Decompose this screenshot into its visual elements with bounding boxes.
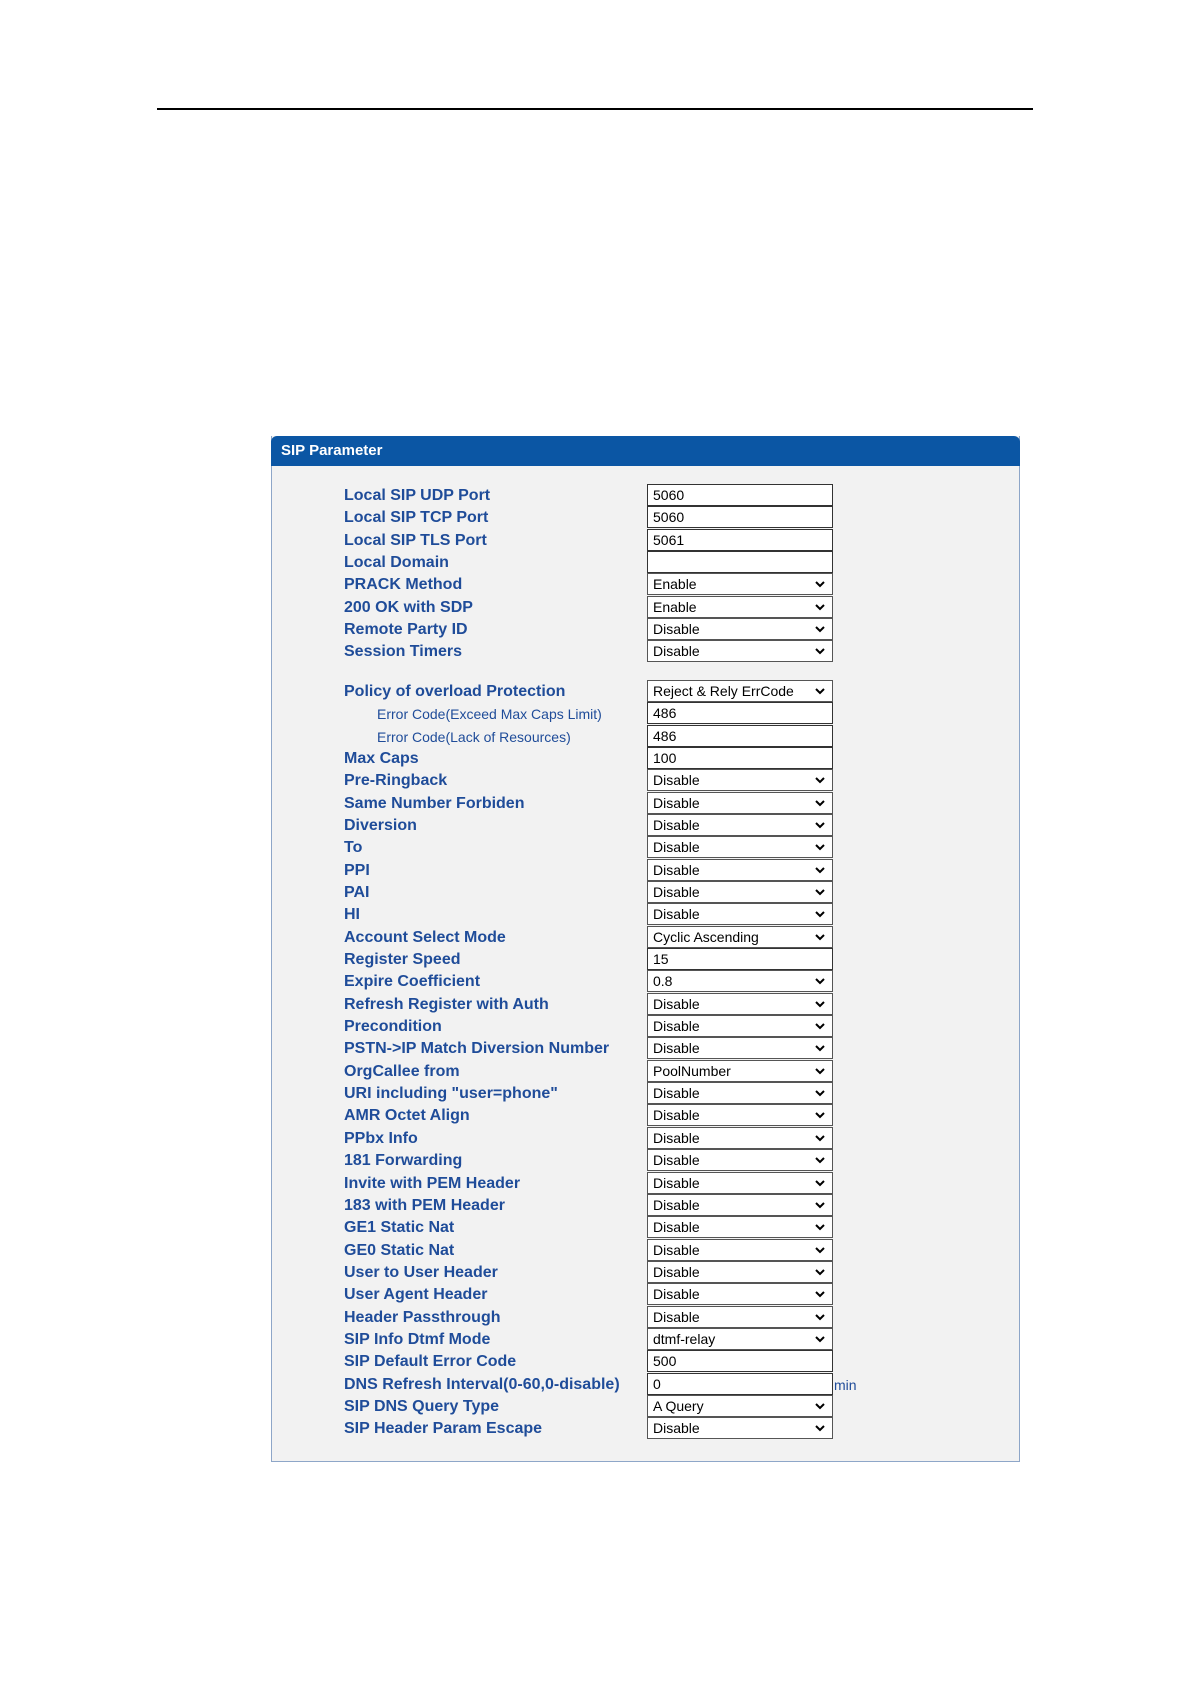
- field-label: Precondition: [344, 1018, 442, 1036]
- chevron-down-icon: [814, 797, 826, 809]
- select-field[interactable]: [647, 618, 833, 640]
- select-field[interactable]: [647, 1283, 833, 1305]
- field-label: Pre-Ringback: [344, 772, 448, 790]
- select-field[interactable]: [647, 792, 833, 814]
- select-field[interactable]: [647, 836, 833, 858]
- field-value: Disable: [653, 1420, 700, 1437]
- select-field[interactable]: [647, 970, 833, 992]
- chevron-down-icon: [814, 1154, 826, 1166]
- form-row: [0, 1417, 1190, 1439]
- field-label: PRACK Method: [344, 576, 463, 594]
- field-value: Enable: [653, 576, 697, 593]
- field-label: SIP DNS Query Type: [344, 1398, 500, 1415]
- chevron-down-icon: [814, 1244, 826, 1256]
- field-value: 5060: [653, 509, 685, 526]
- form-row: [0, 725, 1190, 747]
- field-label: SIP Default Error Code: [344, 1353, 517, 1371]
- form-row: [0, 1172, 1190, 1194]
- field-value: 100: [653, 749, 677, 766]
- chevron-down-icon: [814, 623, 826, 635]
- select-field[interactable]: [647, 859, 833, 881]
- field-label: PAI: [344, 883, 370, 901]
- chevron-down-icon: [814, 1132, 826, 1144]
- field-value: Disable: [653, 621, 700, 638]
- text-input[interactable]: [647, 702, 833, 724]
- field-value: 486: [653, 705, 677, 722]
- text-input[interactable]: [647, 551, 833, 573]
- form-row: [0, 573, 1190, 595]
- field-value: Disable: [653, 1018, 700, 1035]
- field-value: 486: [653, 727, 677, 744]
- form-row: [0, 1328, 1190, 1350]
- form-row: [0, 1283, 1190, 1305]
- text-input[interactable]: [647, 506, 833, 528]
- field-label: HI: [344, 906, 360, 924]
- select-field[interactable]: [647, 814, 833, 836]
- field-label: SIP Info Dtmf Mode: [344, 1330, 491, 1348]
- field-label: GE0 Static Nat: [344, 1241, 455, 1259]
- select-field[interactable]: [647, 680, 833, 702]
- select-field[interactable]: [647, 1082, 833, 1104]
- field-label: Account Select Mode: [344, 928, 506, 946]
- field-label: Remote Party ID: [344, 621, 468, 639]
- field-value: Disable: [653, 1308, 700, 1325]
- form-row: [0, 1261, 1190, 1283]
- field-label: GE1 Static Nat: [344, 1219, 455, 1237]
- chevron-down-icon: [814, 819, 826, 831]
- text-input[interactable]: [647, 484, 833, 506]
- chevron-down-icon: [814, 1400, 826, 1412]
- select-field[interactable]: [647, 1306, 833, 1328]
- field-value: 0.8: [653, 973, 673, 990]
- form-row: [0, 596, 1190, 618]
- select-field[interactable]: [647, 903, 833, 925]
- select-field[interactable]: [647, 769, 833, 791]
- chevron-down-icon: [814, 645, 826, 657]
- field-value: Disable: [653, 816, 700, 833]
- field-value: Disable: [653, 1174, 700, 1191]
- select-field[interactable]: [647, 1328, 833, 1350]
- form-row: [0, 1306, 1190, 1328]
- field-label: User to User Header: [344, 1263, 498, 1281]
- field-value: 500: [653, 1353, 677, 1370]
- form-row: [0, 836, 1190, 858]
- field-label: Diversion: [344, 816, 417, 834]
- form-row: [0, 702, 1190, 724]
- select-field[interactable]: [647, 573, 833, 595]
- field-label: AMR Octet Align: [344, 1107, 470, 1125]
- form-row: [0, 948, 1190, 970]
- select-field[interactable]: [647, 993, 833, 1015]
- field-label: Error Code(Lack of Resources): [377, 728, 571, 745]
- field-label: Local SIP TLS Port: [344, 531, 487, 549]
- form-row: [0, 814, 1190, 836]
- field-value: 0: [653, 1375, 661, 1392]
- field-value: Disable: [653, 1107, 700, 1124]
- field-value: Disable: [653, 1085, 700, 1102]
- form-row: [0, 1239, 1190, 1261]
- chevron-down-icon: [814, 1087, 826, 1099]
- form-row: [0, 618, 1190, 640]
- chevron-down-icon: [814, 1266, 826, 1278]
- select-field[interactable]: [647, 1127, 833, 1149]
- form-row: [0, 769, 1190, 791]
- chevron-down-icon: [814, 578, 826, 590]
- text-input[interactable]: [647, 725, 833, 747]
- chevron-down-icon: [814, 1020, 826, 1032]
- field-label: Local SIP TCP Port: [344, 509, 489, 527]
- form-row: [0, 1060, 1190, 1082]
- field-label: URI including "user=phone": [344, 1085, 558, 1103]
- field-label: 183 with PEM Header: [344, 1196, 505, 1214]
- text-input[interactable]: [647, 1373, 833, 1395]
- field-label: PSTN->IP Match Diversion Number: [344, 1040, 610, 1058]
- form-row: [0, 484, 1190, 506]
- form-row: [0, 1015, 1190, 1037]
- field-label: PPI: [344, 861, 370, 879]
- unit-label: min: [834, 1376, 857, 1393]
- select-field[interactable]: [647, 1417, 833, 1439]
- field-label: Session Timers: [344, 643, 462, 661]
- field-label: Refresh Register with Auth: [344, 995, 549, 1013]
- field-value: Disable: [653, 839, 700, 856]
- select-field[interactable]: [647, 1239, 833, 1261]
- chevron-down-icon: [814, 998, 826, 1010]
- chevron-down-icon: [814, 975, 826, 987]
- chevron-down-icon: [814, 886, 826, 898]
- select-field[interactable]: [647, 926, 833, 948]
- form-row: [0, 1350, 1190, 1372]
- field-label: Local Domain: [344, 554, 449, 572]
- form-row: [0, 1194, 1190, 1216]
- field-value: Disable: [653, 1219, 700, 1236]
- chevron-down-icon: [814, 774, 826, 786]
- select-field[interactable]: [647, 1216, 833, 1238]
- form-row: [0, 993, 1190, 1015]
- field-label: To: [344, 839, 363, 857]
- field-value: 5060: [653, 487, 685, 503]
- chevron-down-icon: [814, 1333, 826, 1345]
- field-value: Disable: [653, 1129, 700, 1146]
- field-label: Policy of overload Protection: [344, 682, 566, 700]
- field-value: Disable: [653, 1241, 700, 1258]
- field-label: Local SIP UDP Port: [344, 487, 491, 504]
- select-field[interactable]: [647, 1149, 833, 1171]
- field-label: Same Number Forbiden: [344, 794, 525, 812]
- chevron-down-icon: [814, 1042, 826, 1054]
- chevron-down-icon: [814, 685, 826, 697]
- field-label: Error Code(Exceed Max Caps Limit): [377, 706, 602, 723]
- select-field[interactable]: [647, 1395, 833, 1417]
- field-label: User Agent Header: [344, 1286, 488, 1304]
- chevron-down-icon: [814, 1065, 826, 1077]
- text-input[interactable]: [647, 529, 833, 551]
- chevron-down-icon: [814, 1422, 826, 1434]
- select-field[interactable]: [647, 1037, 833, 1059]
- field-label: Invite with PEM Header: [344, 1174, 521, 1192]
- field-value: Disable: [653, 861, 700, 878]
- select-field[interactable]: [647, 1060, 833, 1082]
- form-row: [0, 970, 1190, 992]
- chevron-down-icon: [814, 1221, 826, 1233]
- field-value: A Query: [653, 1398, 704, 1414]
- field-label: DNS Refresh Interval(0-60,0-disable): [344, 1375, 620, 1393]
- form-row: [0, 1216, 1190, 1238]
- field-value: Disable: [653, 643, 700, 660]
- field-value: PoolNumber: [653, 1062, 731, 1079]
- field-value: Reject & Rely ErrCode: [653, 682, 794, 699]
- field-value: Disable: [653, 772, 700, 789]
- text-input[interactable]: [647, 1350, 833, 1372]
- select-field[interactable]: [647, 640, 833, 662]
- form-row: [0, 1037, 1190, 1059]
- text-input[interactable]: [647, 948, 833, 970]
- form-row: [0, 1127, 1190, 1149]
- form-row: [0, 680, 1190, 702]
- form-row: [0, 551, 1190, 573]
- form-row: [0, 747, 1190, 769]
- chevron-down-icon: [814, 908, 826, 920]
- field-value: 5061: [653, 531, 685, 548]
- field-label: Register Speed: [344, 951, 461, 968]
- select-field[interactable]: [647, 1104, 833, 1126]
- field-value: Enable: [653, 598, 697, 615]
- select-field[interactable]: [647, 881, 833, 903]
- select-field[interactable]: [647, 1015, 833, 1037]
- field-label: SIP Header Param Escape: [344, 1420, 543, 1438]
- field-label: OrgCallee from: [344, 1062, 460, 1080]
- chevron-down-icon: [814, 1177, 826, 1189]
- panel-title: SIP Parameter: [281, 442, 383, 459]
- field-value: Disable: [653, 1286, 700, 1303]
- field-label: Max Caps: [344, 749, 419, 767]
- form-row: [0, 529, 1190, 551]
- field-label: 200 OK with SDP: [344, 598, 473, 616]
- field-value: Disable: [653, 883, 700, 900]
- form-row: [0, 859, 1190, 881]
- select-field[interactable]: [647, 1261, 833, 1283]
- chevron-down-icon: [814, 1311, 826, 1323]
- form-row: [0, 506, 1190, 528]
- field-value: Disable: [653, 995, 700, 1012]
- form-row: [0, 881, 1190, 903]
- field-value: Disable: [653, 1040, 700, 1057]
- form-row: [0, 792, 1190, 814]
- chevron-down-icon: [814, 841, 826, 853]
- form-row: [0, 926, 1190, 948]
- chevron-down-icon: [814, 601, 826, 613]
- text-input[interactable]: [647, 747, 833, 769]
- field-value: Disable: [653, 794, 700, 811]
- form-row: [0, 1104, 1190, 1126]
- form-row: [0, 1082, 1190, 1104]
- field-value: Disable: [653, 1263, 700, 1280]
- field-value: dtmf-relay: [653, 1330, 716, 1347]
- field-value: Disable: [653, 1152, 700, 1169]
- form-row: [0, 1395, 1190, 1417]
- form-row: [0, 1149, 1190, 1171]
- field-label: PPbx Info: [344, 1129, 418, 1147]
- chevron-down-icon: [814, 1109, 826, 1121]
- chevron-down-icon: [814, 1199, 826, 1211]
- field-value: 15: [653, 951, 669, 967]
- field-value: Disable: [653, 906, 700, 923]
- select-field[interactable]: [647, 596, 833, 618]
- chevron-down-icon: [814, 1288, 826, 1300]
- top-rule: [157, 108, 1033, 110]
- field-label: 181 Forwarding: [344, 1152, 463, 1170]
- panel-header: [271, 436, 1020, 466]
- field-label: Header Passthrough: [344, 1308, 501, 1326]
- select-field[interactable]: [647, 1194, 833, 1216]
- field-label: Expire Coefficient: [344, 973, 481, 991]
- select-field[interactable]: [647, 1172, 833, 1194]
- form-row: [0, 1373, 1190, 1395]
- field-value: Disable: [653, 1196, 700, 1213]
- chevron-down-icon: [814, 864, 826, 876]
- form-row: [0, 640, 1190, 662]
- form-row: [0, 903, 1190, 925]
- field-value: Cyclic Ascending: [653, 928, 759, 945]
- chevron-down-icon: [814, 931, 826, 943]
